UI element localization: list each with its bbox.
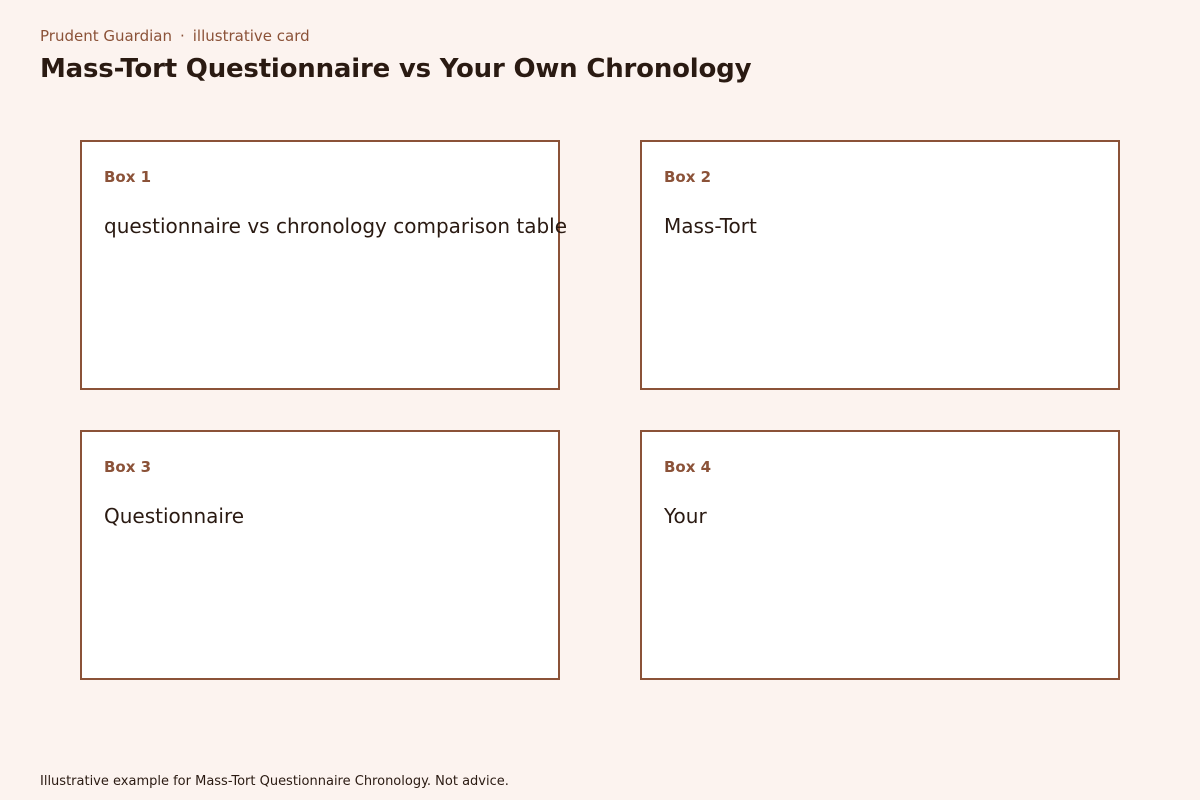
box-label: Box 4	[664, 458, 712, 476]
box-label: Box 1	[104, 168, 152, 186]
box-text: Your	[664, 504, 707, 528]
header-separator: ·	[179, 27, 185, 45]
box-text: Mass-Tort	[664, 214, 757, 238]
page-title: Mass-Tort Questionnaire vs Your Own Chronology	[40, 54, 752, 84]
box-text: questionnaire vs chronology comparison table	[104, 214, 568, 238]
brand-name: Prudent Guardian	[40, 27, 172, 45]
box-card-3	[80, 430, 560, 680]
box-label: Box 3	[104, 458, 152, 476]
box-card-4	[640, 430, 1120, 680]
box-card-1	[80, 140, 568, 390]
header-subtitle: illustrative card	[192, 27, 310, 45]
box-label: Box 2	[664, 168, 712, 186]
box-text: Questionnaire	[104, 504, 245, 528]
box-card-2	[640, 140, 1120, 390]
footer-disclaimer: Illustrative example for Mass-Tort Questionnaire Chronology. Not advice.	[40, 774, 509, 789]
header-meta	[40, 27, 310, 45]
